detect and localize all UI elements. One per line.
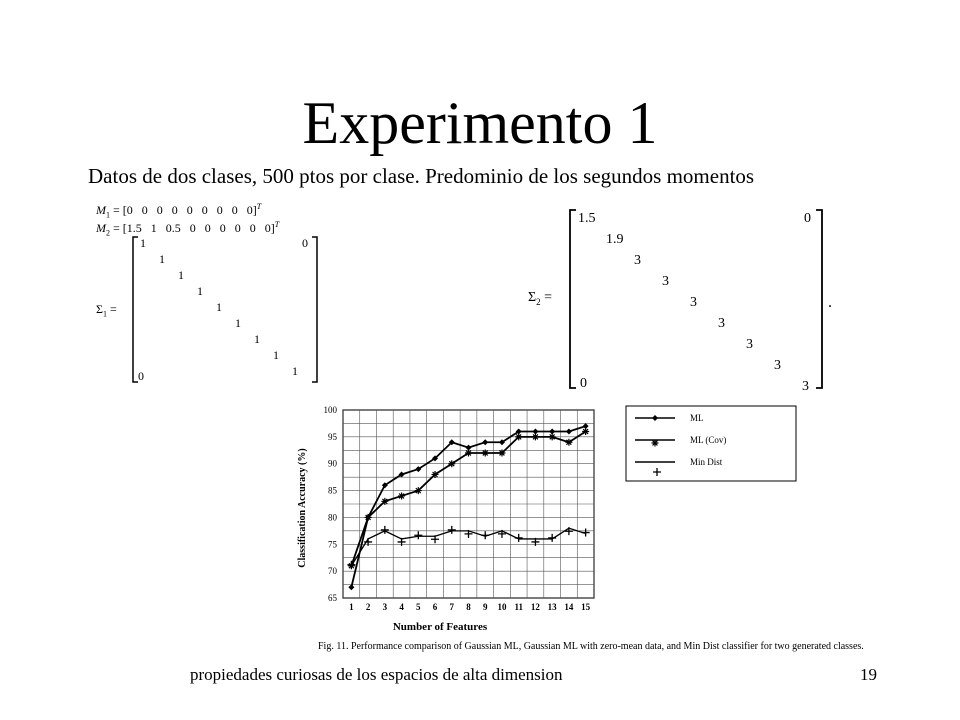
chart-xtick-label: 2 [365, 602, 371, 612]
chart-point-plus [515, 534, 523, 542]
chart-legend-label: ML (Cov) [690, 435, 727, 445]
sigma2-symbol: Σ [528, 290, 537, 305]
chart-xtick-label: 10 [497, 602, 507, 612]
sigma2-subscript: 2 [536, 296, 541, 307]
chart-ytick-label: 85 [328, 485, 337, 496]
sigma1-diagonal-entry: 1 [197, 284, 203, 298]
chart-ytick-label: 65 [328, 593, 337, 603]
sigma1-diagonal-entry: 1 [178, 268, 184, 282]
chart-ytick-label: 80 [328, 512, 337, 523]
chart-xtick-label: 12 [530, 602, 540, 612]
chart-ytick-label: 95 [328, 431, 337, 442]
sigma2-diagonal-entry: 3 [662, 274, 669, 289]
sigma2-diagonal-entry: 3 [690, 295, 697, 310]
sigma1-symbol: Σ [96, 302, 103, 316]
sigma1-diagonal-entry: 1 [254, 332, 260, 346]
sigma1-diagonal-entry: 1 [273, 348, 279, 362]
slide-title: Experimento 1 [302, 90, 658, 156]
chart-xtick-label: 1 [349, 602, 354, 612]
sigma1-subscript: 1 [102, 309, 107, 319]
footer-text: propiedades curiosas de los espacios de alta dimension [190, 665, 563, 684]
chart-xtick-label: 7 [449, 602, 455, 612]
chart-point-star [398, 492, 405, 499]
sigma1-corner-bottom-left: 0 [138, 369, 144, 383]
sigma2-diagonal-entry: 1.9 [606, 232, 624, 247]
chart-xtick-label: 5 [416, 602, 421, 612]
m2-subscript: 2 [106, 228, 110, 238]
sigma1-matrix [130, 232, 330, 387]
m2-equals: = [113, 221, 120, 235]
chart-point-plus [481, 531, 489, 539]
chart-ytick-label: 75 [328, 539, 337, 550]
chart-ylabel: Classification Accuracy (%) [297, 448, 308, 568]
chart-point-plus [565, 527, 573, 535]
sigma2-diagonal-entry: 3 [774, 358, 781, 373]
sigma2-right-bracket [816, 210, 822, 388]
sigma1-right-bracket [312, 237, 317, 382]
sigma2-corner-top-right: 0 [804, 211, 811, 226]
sigma1-diagonal-entry: 1 [235, 316, 241, 330]
chart-xtick-label: 14 [564, 602, 574, 612]
chart-xlabel: Number of Features [392, 621, 488, 633]
chart-xtick-label: 13 [547, 602, 557, 612]
chart-point-plus [448, 526, 456, 534]
sigma1-diagonal-entry: 1 [159, 252, 165, 266]
sigma1-diagonal-entry: 1 [140, 236, 146, 250]
m1-values: [0 0 0 0 0 0 0 0 0] [122, 203, 257, 217]
figure-caption: Fig. 11. Performance comparison of Gaussian ML, Gaussian ML with zero-mean data, and Min Dist classifier for two generated classes. [318, 641, 864, 652]
chart-xtick-label: 11 [514, 602, 523, 612]
m1-label: M [96, 203, 106, 217]
sigma2-diagonal-entry: 3 [802, 379, 809, 394]
chart-point-diamond [566, 428, 572, 434]
chart-xtick-label: 8 [466, 602, 471, 612]
sigma2-label [528, 290, 552, 307]
chart-legend [626, 406, 796, 481]
sigma1-left-bracket [133, 237, 138, 382]
chart-xtick-label: 3 [382, 602, 388, 612]
chart-point-diamond [348, 584, 354, 590]
chart-point-star [532, 433, 539, 440]
chart-xtick-label: 4 [399, 602, 404, 612]
m1-subscript: 1 [106, 210, 110, 220]
chart-ytick-label: 100 [323, 405, 337, 415]
m1-equals: = [113, 203, 120, 217]
sigma2-period: . [828, 294, 832, 311]
sigma1-equals: = [109, 302, 117, 316]
chart-point-star [549, 433, 556, 440]
chart-legend-label: Min Dist [690, 457, 723, 467]
m1-equation [96, 202, 261, 219]
sigma2-diagonal-entry: 3 [718, 316, 725, 331]
sigma1-label [96, 302, 117, 318]
chart-xtick-label: 15 [581, 602, 591, 612]
slide-subtitle: Datos de dos clases, 500 ptos por clase. Predominio de los segundos momentos [88, 164, 755, 188]
sigma2-matrix [566, 205, 846, 395]
sigma1-diagonal-entry: 1 [216, 300, 222, 314]
sigma2-diagonal-entry: 3 [634, 253, 641, 268]
chart-point-plus [364, 538, 372, 546]
sigma2-diagonal-entry: 3 [746, 337, 753, 352]
sigma2-corner-bottom-left: 0 [580, 376, 587, 391]
sigma2-equals: = [544, 290, 553, 305]
sigma1-diagonal-entry: 1 [292, 364, 298, 378]
chart-xtick-label: 6 [432, 602, 438, 612]
chart-xtick-label: 9 [482, 602, 488, 612]
accuracy-chart [290, 398, 810, 638]
sigma2-left-bracket [570, 210, 576, 388]
m1-transpose: T [256, 202, 262, 211]
sigma2-diagonal-entry: 1.5 [578, 211, 596, 226]
page-number: 19 [860, 665, 877, 684]
m2-transpose: T [274, 220, 280, 229]
chart-ytick-label: 90 [328, 458, 337, 469]
chart-point-diamond [482, 439, 488, 445]
chart-legend-label: ML [690, 413, 704, 423]
chart-series [347, 423, 589, 590]
m2-label: M [96, 221, 106, 235]
m2-values: [1.5 1 0.5 0 0 0 0 0 0] [122, 221, 275, 235]
chart-ytick-label: 70 [328, 566, 337, 577]
chart-point-plus [548, 534, 556, 542]
chart-point-plus [582, 529, 590, 537]
chart-point-plus [414, 531, 422, 539]
sigma1-corner-top-right: 0 [302, 236, 308, 250]
